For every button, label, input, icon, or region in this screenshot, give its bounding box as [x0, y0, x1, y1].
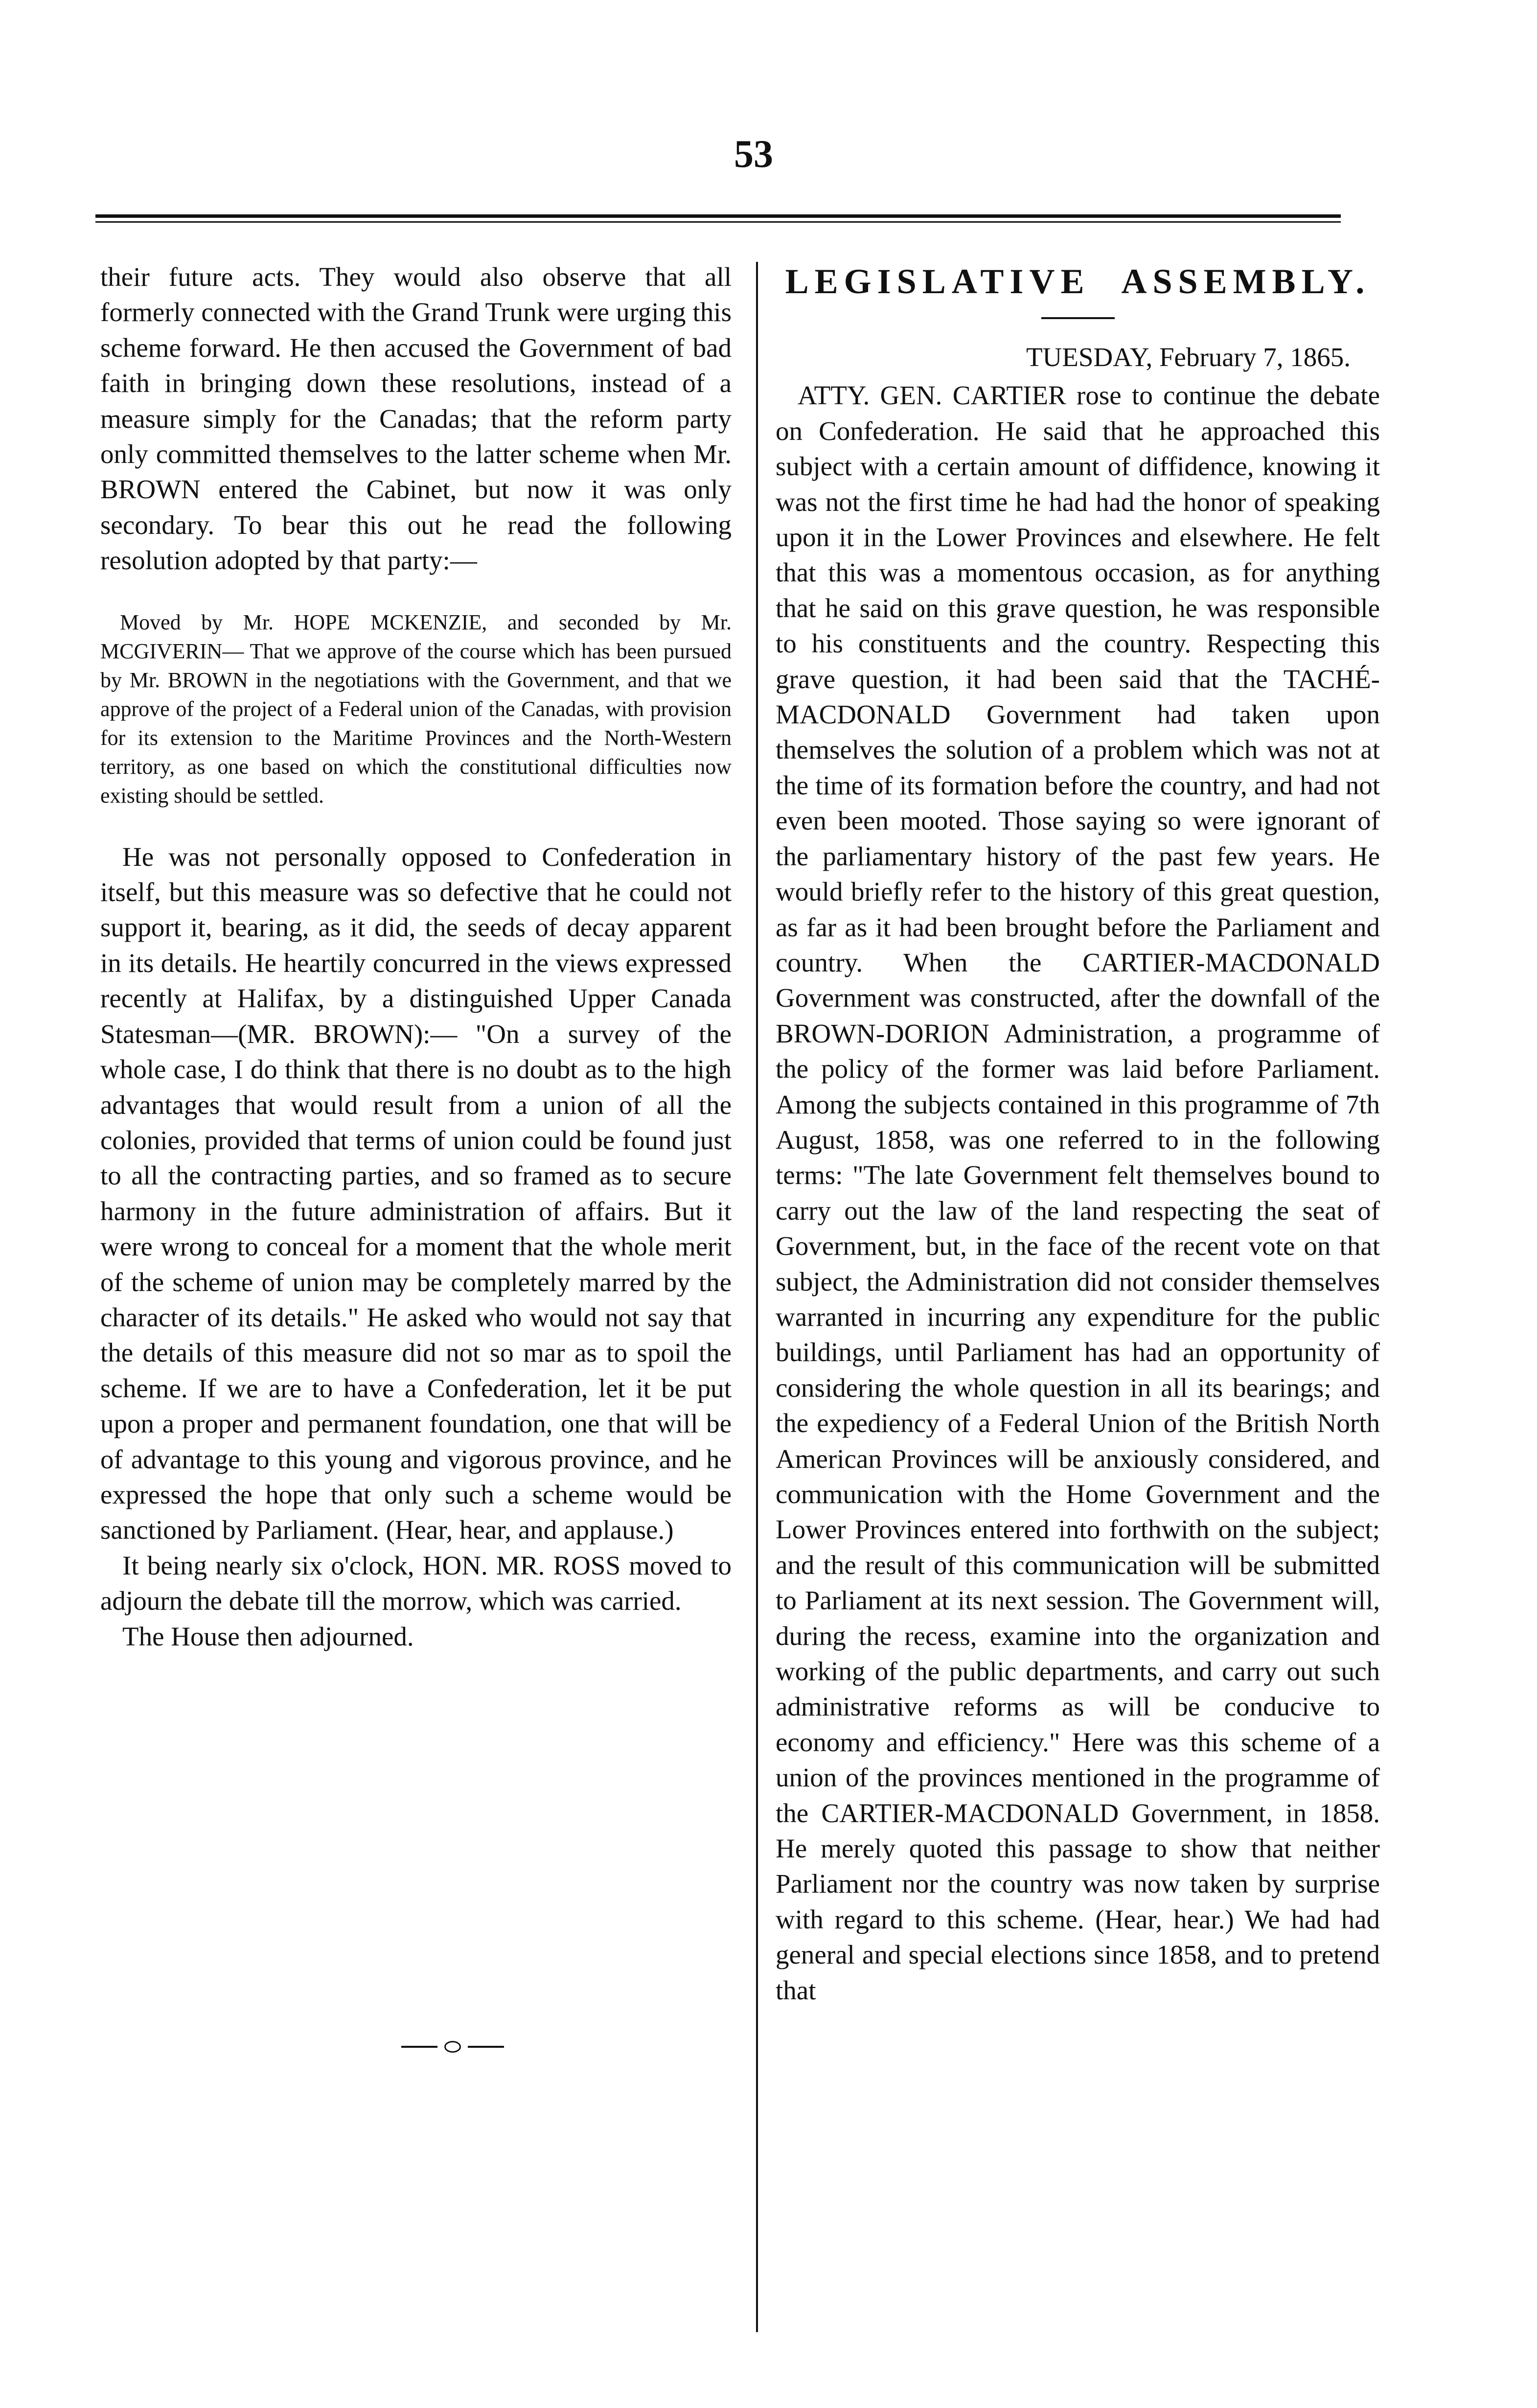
left-paragraph-1: their future acts. They would also observe that all formerly connected with the Grand Trunk were urging this scheme forward. He then accused the Government of bad faith in bringing down these resolutions, instead of a measure simply for the Canadas; that the reform party only committed themselves to the latter scheme when Mr. BROWN entered the Cabinet, but now it was only secondary. To bear this out he read the following resolution adopted by that party:—: [100, 262, 732, 576]
left-paragraph-3: It being nearly six o'clock, HON. MR. ROSS moved to adjourn the debate till the morrow, which was carried.: [100, 1550, 732, 1616]
right-body-text: ATTY. GEN. CARTIER rose to continue the debate on Confederation. He said that he approached this subject with a certain amount of diffidence, knowing it was not the first time he had had the honor of speaking upon it in the Lower Provinces and elsewhere. He felt that this was a momentous occasion, as for anything that he said on this grave question, he was responsible to his constituents and the country. Respecting this grave question, it had been said that the TACHÉ-MACDONALD Government had taken upon themselves the solution of a problem which was not at the time of its formation before the country, and had not even been mooted. Those saying so were ignorant of the parliamentary history of the past few years. He would briefly refer to the history of this great question, as far as it had been brought before the Parliament and country. When the CARTIER-MACDONALD Government was constructed, after the downfall of the BROWN-DORION Administration, a programme of the policy of the former was laid before Parliament. Among the subjects contained in this programme of 7th August, 1858, was one referred to in the following terms: "The late Government felt themselves bound to carry out the law of the land respecting the seat of Government, but, in the face of the recent vote on that subject, the Administration did not consider themselves warranted in incurring any expenditure for the public buildings, until Parliament has had an opportunity of considering the whole question in all its bearings; and the expediency of a Federal Union of the British North American Provinces will be anxiously considered, and communication with the Home Government and the Lower Provinces entered into forthwith on the subject; and the result of this communication will be submitted to Parliament at its next session. The Government will, during the recess, examine into the organization and working of the public departments, and carry out such administrative reforms as will be conducive to economy and efficiency." Here was this scheme of a union of the provinces mentioned in the programme of the CARTIER-MACDONALD Government, in 1858. He merely quoted this passage to show that neither Parliament nor the country was now taken by surprise with regard to this scheme. (Hear, hear.) We had had general and special elections since 1858, and to pretend that: [776, 380, 1380, 2005]
column-divider: [756, 262, 758, 2332]
header-rule-thick: [95, 214, 1341, 218]
left-column: [100, 259, 732, 1654]
section-heading: LEGISLATIVE ASSEMBLY.: [785, 262, 1371, 301]
left-paragraph-2: He was not personally opposed to Confederation in itself, but this measure was so defective that he could not support it, bearing, as it did, the seeds of decay apparent in its details. He heartily concurred in the views expressed recently at Halifax, by a distinguished Upper Canada Statesman—(MR. BROWN):— "On a survey of the whole case, I do think that there is no doubt as to the high advantages that would result from a union of all the colonies, provided that terms of union could be found just to all the contracting parties, and so framed as to secure harmony in the future administration of affairs. But it were wrong to conceal for a moment that the whole merit of the scheme of union may be completely marred by the character of its details." He asked who would not say that the details of this measure did not so mar as to spoil the scheme. If we are to have a Confederation, let it be put upon a proper and permanent foundation, one that will be of advantage to this young and vigorous province, and he expressed the hope that only such a scheme would be sanctioned by Parliament. (Hear, hear, and applause.): [100, 841, 732, 1545]
header-rule-thin: [95, 221, 1341, 223]
ornament-line-left: [401, 2046, 437, 2048]
ornament-line-right: [468, 2046, 504, 2048]
right-column: [776, 259, 1380, 2008]
ornament-circle: [444, 2041, 461, 2053]
dateline: TUESDAY, February 7, 1865.: [1026, 342, 1351, 372]
closing-ornament: [401, 2041, 504, 2053]
heading-short-rule: [1041, 317, 1115, 319]
page-number: 53: [734, 133, 773, 176]
left-paragraph-4: The House then adjourned.: [122, 1621, 414, 1651]
motion-text: Moved by Mr. HOPE MCKENZIE, and seconded by Mr. MCGIVERIN— That we approve of the course which has been pursued by Mr. BROWN in the negotiations with the Government, and that we approve of the project of a Federal union of the Canadas, with provision for its extension to the Maritime Provinces and the North-Western territory, as one based on which the constitutional difficulties now existing should be settled.: [100, 610, 732, 808]
